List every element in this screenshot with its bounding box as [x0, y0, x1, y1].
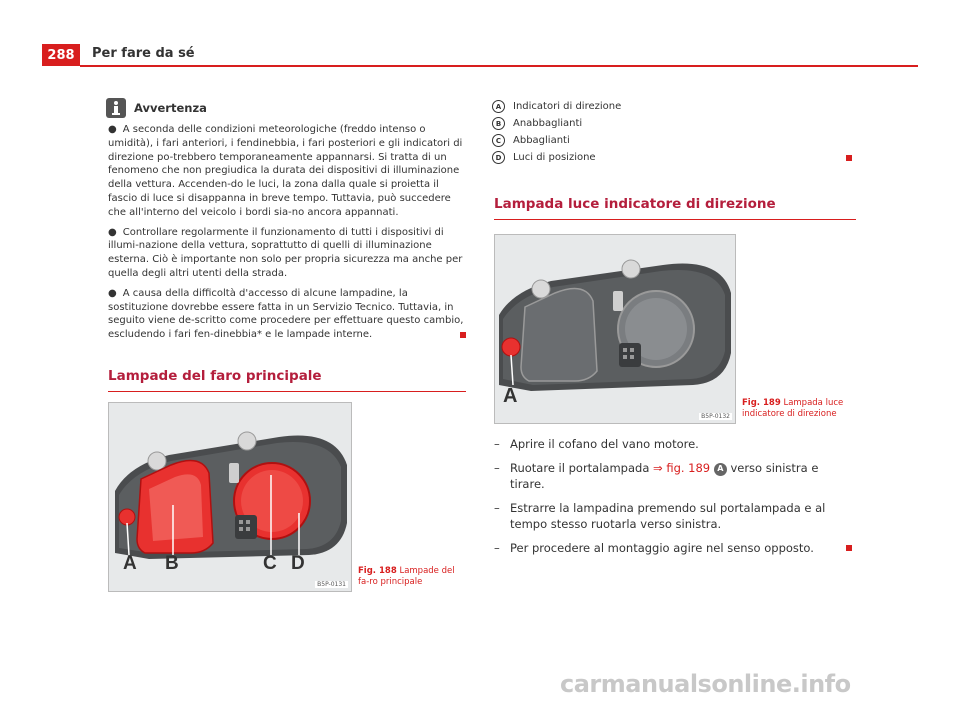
end-mark: [846, 545, 852, 551]
fig189-code: B5P-0132: [701, 413, 730, 420]
figure-188-photo: [108, 402, 352, 592]
legend-item: D Luci di posizione: [494, 149, 856, 166]
step-item: – Aprire il cofano del vano motore.: [494, 437, 699, 451]
header-rule: [80, 65, 918, 67]
warning-paragraph-2: ● Controllare regolarmente il funzionamento di tutti i dispositivi di illumi-nazione della vettura, soprattutto di quelli di illuminazione esterna. Ciò è importante non solo per propria sicurezza ma anche per quella degli altri utenti della strada.: [108, 226, 463, 279]
bullet: ●: [108, 124, 117, 135]
legend-item: C Abbaglianti: [494, 132, 856, 149]
fig188-label-c: C: [263, 553, 277, 574]
callout-badge: A: [714, 463, 727, 476]
warning-header: [106, 98, 466, 118]
page-header-title: Per fare da sé: [92, 46, 195, 61]
end-mark: [846, 155, 852, 161]
headlamp-illustration: [109, 403, 351, 591]
step-item: – Estrarre la lampadina premendo sul portalampada e al tempo stesso ruotarla verso sinistra.: [494, 501, 826, 531]
fig189-label-a: A: [503, 385, 518, 407]
fig188-label-d: D: [291, 553, 305, 574]
fig188-label-a: A: [123, 553, 137, 574]
info-icon: [106, 98, 126, 118]
legend-item: B Anabbaglianti: [494, 115, 856, 132]
page-number: 288: [42, 44, 80, 66]
left-column: [108, 98, 466, 392]
fig-189-link[interactable]: ⇒ fig. 189: [653, 461, 711, 475]
legend-badge: A: [492, 100, 505, 113]
fig188-label-b: B: [165, 553, 179, 574]
legend-item: A Indicatori di direzione: [494, 98, 856, 115]
step-item: – Ruotare il portalampada ⇒ fig. 189 A verso sinistra e tirare.: [494, 461, 819, 491]
fig188-caption: Fig. 188 Lampade del fa-ro principale: [358, 566, 455, 587]
legend-badge: B: [492, 117, 505, 130]
warning-paragraph-3: ● A causa della difficoltà d'accesso di alcune lampadine, la sostituzione dovrebbe essere fatta in un Servizio Tecnico. Tuttavia, in seguito viene de-scritto come procedere per effettuare questo cambio, escludendo i fari fen-dinebbia* e le lampade interne.: [108, 287, 466, 342]
right-column: [494, 98, 856, 220]
steps-list: [494, 428, 856, 556]
indicator-illustration: [495, 235, 735, 423]
bullet: ●: [108, 226, 117, 238]
step-item: – Per procedere al montaggio agire nel senso opposto.: [494, 540, 856, 556]
bullet: ●: [108, 287, 117, 299]
warning-title: Avvertenza: [134, 101, 207, 115]
warning-paragraph-1: ● A seconda delle condizioni meteorologiche (freddo intenso o umidità), i fari anteriori, i fendinebbia, i fari posteriori e gli indicatori di direzione po-trebbero temporaneamente appannarsi. Si tratta di un fenomeno che non pregiudica la durata dei dispositivi di illuminazione della vettura. Accenden-do le luci, la zona dalla quale si proietta il fascio di luce si disappanna in breve tempo. Tuttavia, può succedere che all'interno del veicolo i bordi sia-no ancora appannati.: [108, 124, 463, 218]
legend-badge: D: [492, 151, 505, 164]
fig189-caption: Fig. 189 Lampada luce indicatore di direzione: [742, 398, 844, 419]
section-title-indicator: Lampada luce indicatore di direzione: [494, 196, 856, 220]
figure-189-photo: [494, 234, 736, 424]
legend-badge: C: [492, 134, 505, 147]
fig188-code: B5P-0131: [317, 581, 346, 588]
section-title-headlamp: Lampade del faro principale: [108, 368, 466, 392]
watermark: carmanualsonline.info: [560, 670, 851, 698]
end-mark: [460, 332, 466, 338]
